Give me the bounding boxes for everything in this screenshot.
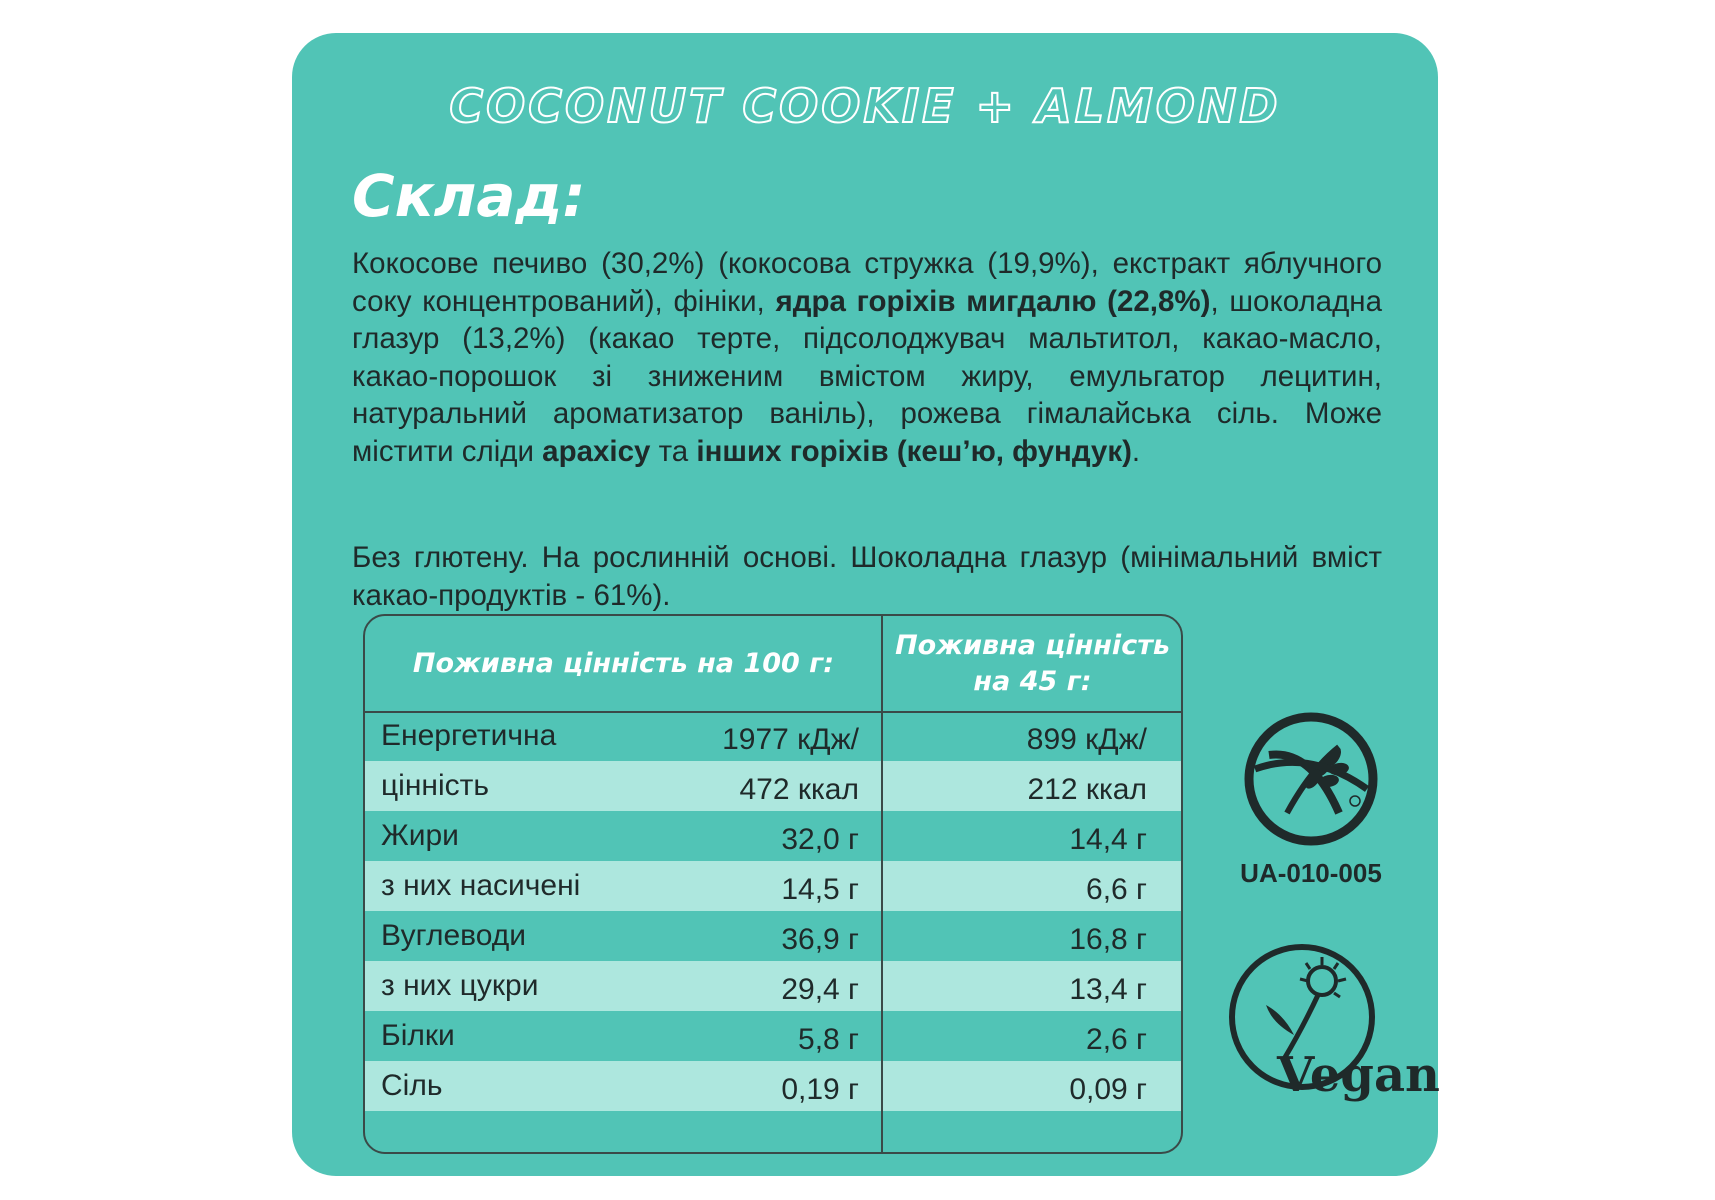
nutrient-label: з них цукри [381,969,539,1002]
nutrition-row [365,861,1181,911]
nutrition-row [365,711,1181,761]
nutrition-row [365,961,1181,1011]
value-per-100g: 1977 кДж/ [722,723,859,756]
nutrition-rows [365,711,1181,1111]
product-label-card [292,33,1438,1176]
value-per-45g: 0,09 г [1069,1073,1147,1106]
ingredient-allergen-fragment: арахісу [542,434,651,468]
ingredient-allergen-fragment: інших горіхів (кеш’ю, фундук) [696,434,1132,468]
value-per-45g: 6,6 г [1086,873,1147,906]
nutrition-row [365,1011,1181,1061]
value-per-100g: 14,5 г [781,873,859,906]
gluten-free-note: Без глютену. На рослинній основі. Шоколадна глазур (мінімальний вміст какао-продуктів - 61%). [352,541,1382,612]
nutrition-row [365,1061,1181,1111]
vegan-sunflower-icon [1222,939,1440,1109]
value-per-100g: 472 ккал [739,773,859,806]
header-per-100g: Поживна цінність на 100 г: [412,647,835,679]
value-per-100g: 36,9 г [781,923,859,956]
value-per-100g: 5,8 г [798,1023,859,1056]
nutrition-row [365,761,1181,811]
nutrition-row [365,811,1181,861]
value-per-45g: 14,4 г [1069,823,1147,856]
nutrition-row [365,911,1181,961]
value-per-100g: 29,4 г [781,973,859,1006]
nutrient-label: Енергетична [381,719,557,752]
crossed-grain-icon [1241,709,1381,849]
vegan-badge [1222,939,1440,1109]
nutrient-label: з них насичені [381,869,581,902]
value-per-45g: 2,6 г [1086,1023,1147,1056]
value-per-100g: 0,19 г [781,1073,859,1106]
ingredients-text [352,245,1382,470]
ingredient-fragment: , шоколадна глазур (13,2%) (какао терте, підсолоджувач мальтитол, какао-масло, какао-порошок зі зниженим вмістом жиру, емульгатор лецитин, натуральний ароматизатор ваніль), рожева гімалайська сіль. Може містити сліди [352,284,1382,468]
ingredient-fragment: Кокосове печиво (30,2%) (кокосова стружка (19,9%), екстракт яблучного соку концентрований), фініки, [352,247,1382,318]
value-per-100g: 32,0 г [781,823,859,856]
ingredient-allergen-fragment: ядра горіхів мигдалю (22,8%) [775,284,1211,318]
nutrient-label: Жири [381,819,459,852]
value-per-45g: 13,4 г [1069,973,1147,1006]
nutrition-table [363,614,1183,1154]
nutrition-table-header [365,616,1181,713]
nutrient-label: Сіль [381,1069,443,1102]
product-title: COCONUT COOKIE + ALMOND [449,79,1281,133]
nutrient-label: цінність [381,769,490,802]
gluten-free-badge [1221,709,1401,889]
column-divider [881,616,883,1152]
ingredient-fragment: та [650,434,697,468]
ingredient-fragment: . [1131,434,1141,468]
header-per-45g: Поживна цінність на 45 г: [895,629,1170,697]
gluten-free-code: UA-010-005 [1240,858,1382,888]
value-per-45g: 212 ккал [1027,773,1147,806]
value-per-45g: 16,8 г [1069,923,1147,956]
nutrient-label: Білки [381,1019,455,1052]
vegan-wordmark: Vegan [1277,1047,1440,1103]
nutrient-label: Вуглеводи [381,919,527,952]
composition-heading: Склад: [352,162,586,230]
value-per-45g: 899 кДж/ [1026,723,1147,756]
